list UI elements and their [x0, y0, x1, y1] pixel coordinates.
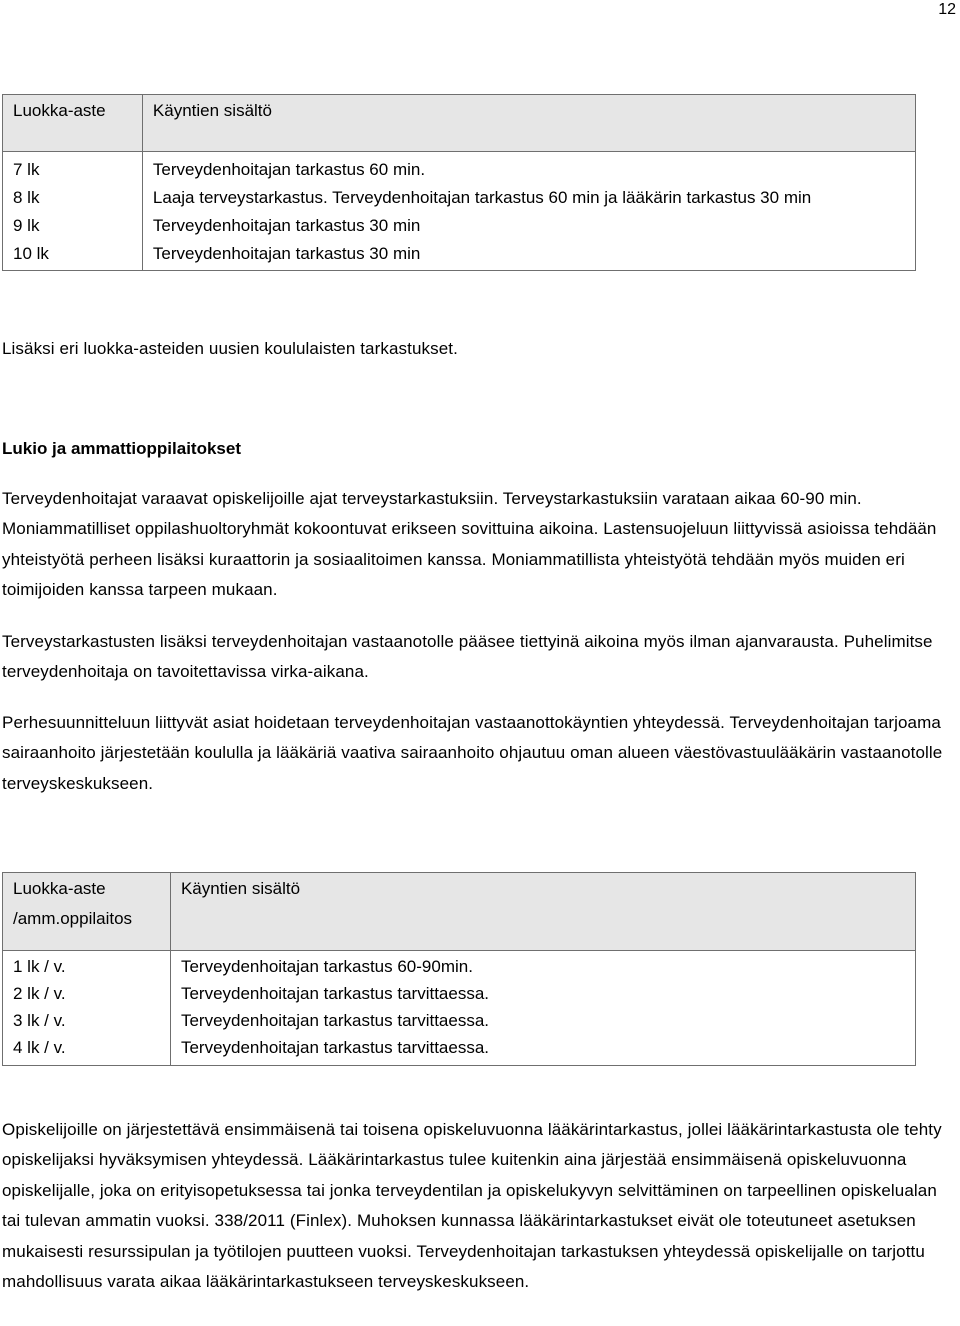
section-heading: Lukio ja ammattioppilaitokset: [2, 439, 241, 458]
visit-content-cell: Terveydenhoitajan tarkastus tarvittaessa.: [180, 1038, 490, 1057]
page-number: 12: [938, 1, 956, 18]
grade-cell: 3 lk / v.: [13, 1011, 66, 1030]
table-row: [3, 152, 916, 213]
visit-content-cell: Terveydenhoitajan tarkastus 60 min.: [152, 160, 426, 179]
checkup-table-upper-secondary: [2, 872, 916, 1066]
visit-content-cell: Laaja terveystarkastus. Terveydenhoitajan tarkastus 60 min ja lääkärin tarkastus 30 min: [152, 188, 812, 207]
grade-column-header: Luokka-aste /amm.oppilaitos: [3, 873, 171, 951]
visit-content-cell: Terveydenhoitajan tarkastus 60-90min.: [180, 957, 473, 976]
table-header-row: [3, 873, 916, 951]
visit-content-cell: Terveydenhoitajan tarkastus tarvittaessa.: [180, 984, 490, 1003]
grade-cell: 8 lk: [13, 188, 40, 207]
grade-cell: 2 lk / v.: [13, 984, 66, 1003]
visit-content-column-header: Käyntien sisältö: [170, 873, 915, 951]
body-paragraph: Perhesuunnitteluun liittyvät asiat hoidetaan terveydenhoitajan vastaanottokäyntien yhteydessä. Terveydenhoitajan tarjoama sairaanhoito järjestetään koululla ja lääkäriä vaativa sairaanhoito ohjautuu oman alueen väestövastuulääkärin vastaanotolle terveyskeskukseen.: [2, 713, 943, 793]
body-paragraph: Terveystarkastusten lisäksi terveydenhoitajan vastaanotolle pääsee tiettyinä aikoina myös ilman ajanvarausta. Puhelimitse terveydenhoitaja on tavoitettavissa virka-aikana.: [2, 632, 933, 682]
body-paragraph: Terveydenhoitajat varaavat opiskelijoille ajat terveystarkastuksiin. Terveystarkastuksiin varataan aikaa 60-90 min. Moniammatilliset oppilashuoltoryhmät kokoontuvat erikseen sovittuina aikoina. Lastensuojeluun liittyvissä asioissa tehdään yhteistyötä perheen lisäksi kuraattorin ja sosiaalitoimen kanssa. Moniammatillista yhteistyötä tehdään myös muiden eri toimijoiden kanssa tarpeen mukaan.: [2, 489, 937, 600]
visit-content-cell: Terveydenhoitajan tarkastus 30 min: [152, 244, 421, 263]
grade-cell: 9 lk: [13, 216, 40, 235]
grade-cell: 4 lk / v.: [13, 1038, 66, 1057]
grade-column-header: Luokka-aste: [3, 95, 143, 152]
visit-content-cell: Terveydenhoitajan tarkastus 30 min: [152, 216, 421, 235]
grade-cell: 1 lk / v.: [13, 957, 66, 976]
visit-content-cell: Terveydenhoitajan tarkastus tarvittaessa.: [180, 1011, 490, 1030]
visit-content-column-header: Käyntien sisältö: [142, 95, 915, 152]
checkup-table-comprehensive-school: [2, 94, 916, 271]
grade-cell: 10 lk: [13, 244, 49, 263]
table-row: [3, 951, 916, 1066]
new-students-note: Lisäksi eri luokka-asteiden uusien koululaisten tarkastukset.: [2, 339, 458, 358]
grade-cell: 7 lk: [13, 160, 40, 179]
table-row: [3, 212, 916, 271]
medical-exam-paragraph: Opiskelijoille on järjestettävä ensimmäisenä tai toisena opiskeluvuonna lääkärintarkastus, jollei lääkärintarkastusta ole tehty opiskelijaksi hyväksymisen yhteydessä. Lääkärintarkastus tulee kuitenkin aina järjestää ensimmäisenä opiskeluvuonna opiskelijalle, joka on erityisopetuksessa tai jonka terveydentilan ja opiskelukyvyn selvittäminen on tarpeellinen opiskelualan tai tulevan ammatin vuoksi. 338/2011 (Finlex). Muhoksen kunnassa lääkärintarkastukset eivät ole toteutuneet asetuksen mukaisesti resurssipulan ja työtilojen puutteen vuoksi. Terveydenhoitajan tarkastuksen yhteydessä opiskelijalle on tarjottu mahdollisuus varata aikaa lääkärintarkastukseen terveyskeskukseen.: [2, 1120, 942, 1292]
table-header-row: [3, 95, 916, 152]
